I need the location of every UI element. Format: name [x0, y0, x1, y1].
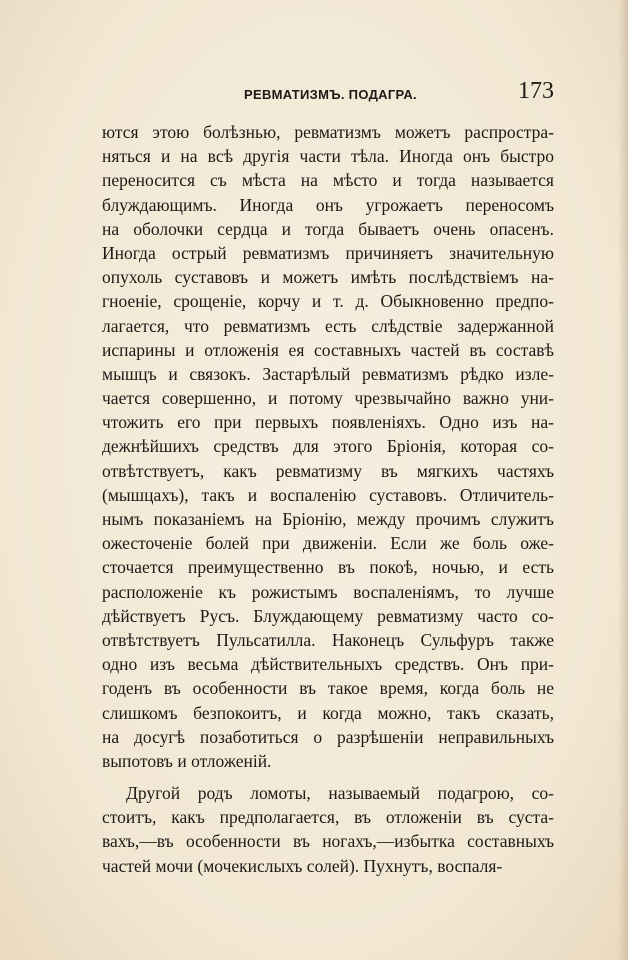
- text-line: на оболочки сердца и тогда бываетъ очень опасенъ.: [102, 218, 554, 239]
- paragraph: [102, 781, 554, 878]
- text-line: дежнѣйшихъ средствъ для этого Бріонія, которая со-: [102, 436, 554, 457]
- text-line: годенъ въ особенности въ такое время, когда боль не: [102, 678, 554, 699]
- text-line: отвѣтствуетъ Пульсатилла. Наконецъ Сульфуръ также: [102, 629, 554, 650]
- text-line: чтожить его при первыхъ появленіяхъ. Одно изъ на-: [102, 412, 554, 433]
- page-edge-shadow: [618, 0, 628, 960]
- text-line: частей мочи (мочекислыхъ солей). Пухнутъ, воспаля-: [102, 855, 503, 876]
- text-line: переносится съ мѣста на мѣсто и тогда называется: [102, 170, 554, 191]
- text-line: лагается, что ревматизмъ есть слѣдствіе задержанной: [102, 315, 554, 336]
- text-line: мышцъ и связокъ. Застарѣлый ревматизмъ рѣдко изле-: [102, 363, 554, 384]
- text-line: нымъ показаніемъ на Бріонію, между прочимъ служитъ: [102, 509, 554, 529]
- text-line: выпотовъ и отложеній.: [102, 750, 272, 771]
- text-line: гноеніе, срощеніе, корчу и т. д. Обыкновенно предпо-: [102, 291, 554, 312]
- page-header: [0, 76, 628, 106]
- text-line: ожесточеніе болей при движеніи. Если же боль оже-: [102, 533, 554, 554]
- text-line: вахъ,—въ особенности въ ногахъ,—избытка составныхъ: [102, 831, 554, 852]
- text-line: стоитъ, какъ предполагается, въ отложеніи въ суста-: [102, 807, 554, 828]
- text-line: Иногда острый ревматизмъ причиняетъ значительную: [102, 242, 554, 263]
- text-line: Другой родъ ломоты, называемый подагрою, со-: [126, 783, 554, 804]
- page-number: 173: [518, 78, 554, 104]
- paragraph: [102, 120, 554, 773]
- body-text: [102, 120, 554, 878]
- text-line: слишкомъ безпокоитъ, и когда можно, такъ сказать,: [102, 702, 554, 723]
- text-line: чается совершенно, и потому чрезвычайно важно уни-: [102, 388, 554, 409]
- text-line: (мышцахъ), такъ и воспаленію суставовъ. Отличитель-: [102, 484, 554, 505]
- text-line: дѣйствуетъ Русъ. Блуждающему ревматизму часто со-: [102, 605, 554, 626]
- text-line: сточается преимущественно въ покоѣ, ночью, и есть: [102, 557, 554, 578]
- text-line: ются этою болѣзнью, ревматизмъ можетъ распростра-: [102, 122, 554, 142]
- text-line: испарины и отложенія ея составныхъ частей въ составѣ: [102, 339, 554, 360]
- text-line: опухоль суставовъ и можетъ имѣть послѣдствіемъ на-: [102, 267, 554, 288]
- text-line: на досугѣ позаботиться о разрѣшеніи неправильныхъ: [102, 726, 554, 747]
- running-title: РЕВМАТИЗМЪ. ПОДАГРА.: [244, 87, 417, 102]
- text-line: блуждающимъ. Иногда онъ угрожаетъ переносомъ: [102, 194, 554, 215]
- text-line: няться и на всѣ другія части тѣла. Иногда онъ быстро: [102, 146, 554, 167]
- text-line: одно изъ весьма дѣйствительныхъ средствъ. Онъ при-: [102, 654, 554, 675]
- text-line: расположеніе къ рожистымъ воспаленіямъ, то лучше: [102, 581, 554, 602]
- text-line: отвѣтствуетъ, какъ ревматизму въ мягкихъ частяхъ: [102, 460, 554, 481]
